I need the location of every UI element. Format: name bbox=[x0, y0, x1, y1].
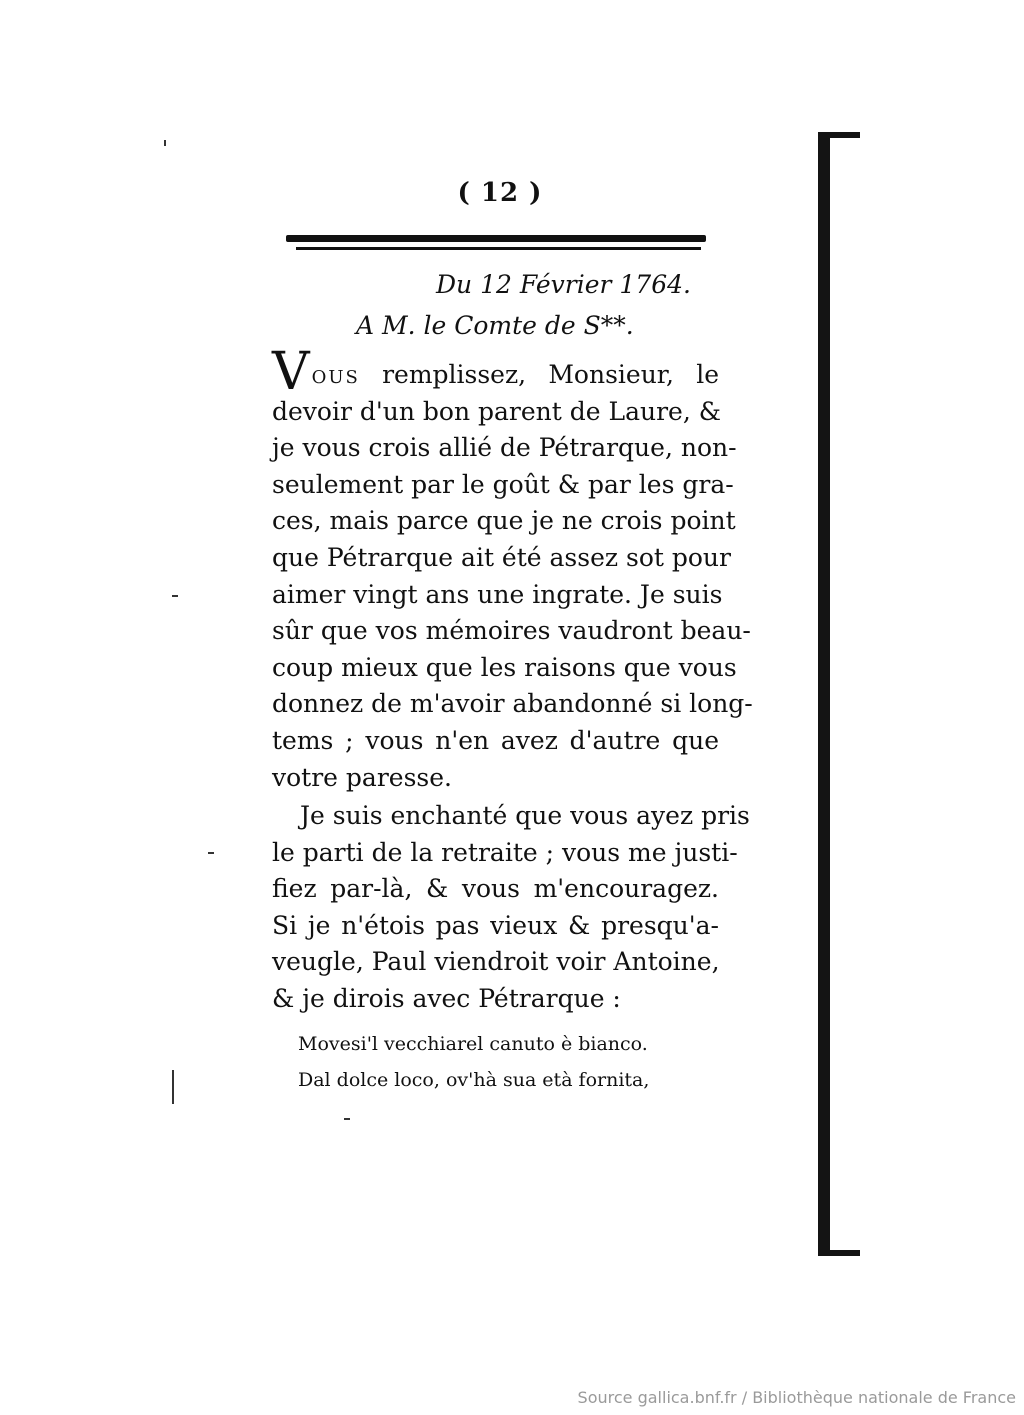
paragraph-line: ces, mais parce que je ne crois point bbox=[272, 506, 736, 536]
line-text: remplissez, Monsieur, le bbox=[359, 360, 719, 389]
scan-speck bbox=[208, 852, 214, 854]
paragraph-line: donnez de m'avoir abandonné si long- bbox=[272, 689, 753, 719]
paragraph-line: le parti de la retraite ; vous me justi- bbox=[272, 837, 738, 867]
paragraph-line: aimer vingt ans une ingrate. Je suis bbox=[272, 579, 723, 609]
source-footer: Source gallica.bnf.fr / Bibliothèque nationale de France bbox=[577, 1388, 1016, 1407]
paragraph-line: que Pétrarque ait été assez sot pour bbox=[272, 542, 731, 572]
paragraph-line: Je suis enchanté que vous ayez pris bbox=[300, 801, 750, 830]
page-number: ( 12 ) bbox=[457, 178, 543, 208]
paragraph-line: fiez par-là, & vous m'encouragez. bbox=[272, 874, 719, 904]
paragraph-line: & je dirois avec Pétrarque : bbox=[272, 983, 621, 1013]
paragraph-2 bbox=[272, 798, 750, 1018]
scan-speck bbox=[172, 1070, 174, 1104]
paragraph-line: votre paresse. bbox=[272, 762, 452, 792]
letter-addressee: A M. le Comte de S**. bbox=[356, 311, 634, 340]
header-rule-thin bbox=[296, 247, 701, 250]
paragraph-line: tems ; vous n'en avez d'autre que bbox=[272, 725, 719, 755]
paragraph-line: Si je n'étois pas vieux & presqu'a- bbox=[272, 910, 719, 940]
letter-date: Du 12 Février 1764. bbox=[436, 270, 691, 299]
paragraph-line: veugle, Paul viendroit voir Antoine, bbox=[272, 947, 720, 977]
small-caps-word: ous bbox=[311, 360, 360, 389]
paragraph-line: devoir d'un bon parent de Laure, & bbox=[272, 396, 721, 426]
binding-edge-top bbox=[818, 132, 860, 138]
paragraph-line: seulement par le goût & par les gra- bbox=[272, 469, 734, 499]
drop-cap: V bbox=[272, 342, 310, 402]
verse-line-2: Dal dolce loco, ov'hà sua età fornita, bbox=[298, 1069, 650, 1091]
header-rule-thick bbox=[286, 235, 706, 242]
paragraph-line: coup mieux que les raisons que vous bbox=[272, 652, 737, 682]
verse-line-1: Movesi'l vecchiarel canuto è bianco. bbox=[298, 1033, 648, 1055]
paragraph-1 bbox=[272, 342, 753, 796]
scan-speck bbox=[344, 1118, 350, 1120]
paragraph-line: sûr que vos mémoires vaudront beau- bbox=[272, 616, 751, 646]
scan-speck bbox=[172, 595, 178, 597]
scan-speck bbox=[164, 140, 166, 146]
paragraph-line: je vous crois allié de Pétrarque, non- bbox=[272, 433, 737, 463]
binding-edge-bottom bbox=[818, 1250, 860, 1256]
binding-edge bbox=[818, 132, 830, 1256]
paragraph-line bbox=[272, 342, 719, 402]
